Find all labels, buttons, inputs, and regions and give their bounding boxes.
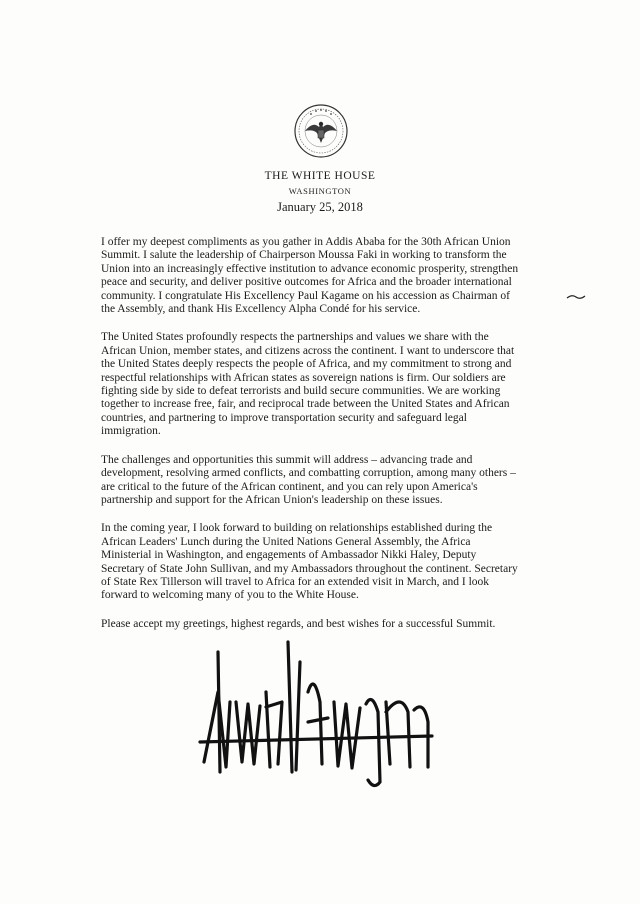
letter-date: January 25, 2018 [277,200,363,214]
presidential-seal-icon [293,103,349,159]
paragraph-3: The challenges and opportunities this summit will address – advancing trade and development, resolving armed conflicts, and combatting corruption, among many others – are critical to the future of the African continent, and you can rely upon America's partnership and support for the African Union's leadership on these issues. [101,453,516,506]
pen-mark-icon [566,292,586,302]
paragraph-2: The United States profoundly respects the partnerships and values we share with the African Union, member states, and citizens across the continent. I want to underscore that the United States deeply respects the people of Africa, and my commitment to strong and respectful relationships with African states as sovereign nations is firm. Our soldiers are fighting side by side to defeat terrorists and build secure communities. We are working together to increase free, fair, and reciprocal trade between the United States and African countries, and partnering to improve transportation security and safeguard legal immigration. [101,331,515,438]
letterhead-city: WASHINGTON [288,186,352,196]
paragraph-1: I offer my deepest compliments as you gather in Addis Ababa for the 30th African Union Summit. I salute the leadership of Chairperson Moussa Faki in working to transform the Union into an increasingly effective institution to advance economic prosperity, strengthen peace and security, and deliver positive outcomes for Africa and the broader international community. I congratulate His Excellency Paul Kagame on his accession as Chairman of the Assembly, and thank His Excellency Alpha Condé for his service. [101,236,519,316]
signature-icon [196,632,436,792]
letterhead-title: THE WHITE HOUSE [264,170,376,182]
paragraph-5: Please accept my greetings, highest regards, and best wishes for a successful Summit. [101,617,496,630]
paragraph-4: In the coming year, I look forward to building on relationships established during the African Leaders' Lunch during the United Nations General Assembly, the Africa Ministerial in Washington, and engagements of Ambassador Nikki Haley, Deputy Secretary of State John Sullivan, and my Ambassadors throughout the continent. Secretary of State Rex Tillerson will travel to Africa for an extended visit in March, and I look forward to welcoming many of you to the White House. [101,522,518,602]
letter-body [101,236,521,646]
